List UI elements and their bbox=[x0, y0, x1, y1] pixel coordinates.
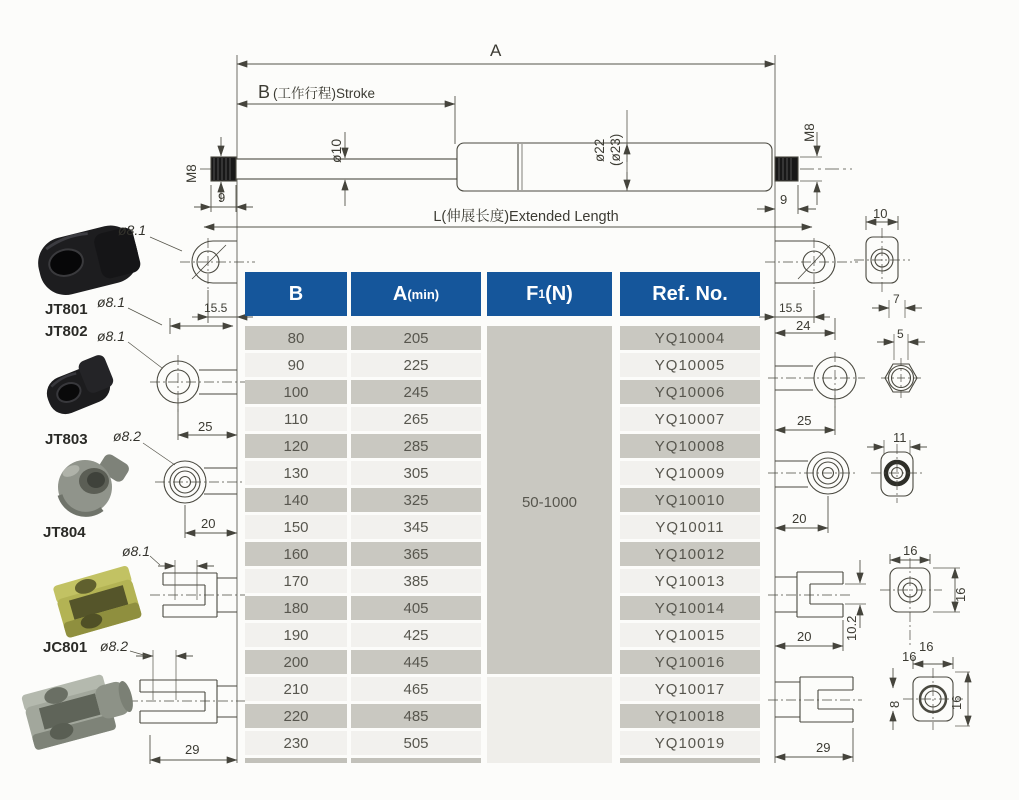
col-header-b: B bbox=[245, 272, 347, 316]
cell-ref-no: YQ10007 bbox=[620, 407, 760, 431]
cell-b: 220 bbox=[245, 704, 347, 728]
cell-b: 140 bbox=[245, 488, 347, 512]
len-29-right: 29 bbox=[816, 740, 831, 755]
cell-a-min: 445 bbox=[351, 650, 481, 674]
table-row bbox=[245, 434, 760, 458]
cell-b: 200 bbox=[245, 650, 347, 674]
len-25-left: 25 bbox=[198, 419, 213, 434]
jt803-label: JT803 bbox=[45, 431, 88, 448]
len-20-left: 20 bbox=[201, 516, 216, 531]
nut-5-label: 5 bbox=[897, 327, 904, 341]
tube-dia-alt-label: (ø23) bbox=[608, 133, 623, 166]
table-row bbox=[245, 488, 760, 512]
table-row bbox=[245, 380, 760, 404]
len-24-right: 24 bbox=[796, 318, 811, 333]
tube-dia-label: ø22 bbox=[592, 138, 607, 162]
cell-a-min: 245 bbox=[351, 380, 481, 404]
spec-table bbox=[245, 272, 760, 763]
table-row bbox=[245, 542, 760, 566]
jc801-dia-label: ø8.2 bbox=[100, 638, 129, 654]
right-fitting-dimensions bbox=[775, 216, 970, 762]
nine-right-label: 9 bbox=[780, 192, 788, 207]
jc801-label: JC801 bbox=[43, 639, 88, 656]
cell-a-min: 325 bbox=[351, 488, 481, 512]
sq2-16-b: 16 bbox=[902, 649, 917, 664]
sq1-16-top: 16 bbox=[903, 543, 918, 558]
jt802-label: JT802 bbox=[45, 323, 88, 340]
clevis-dia-label: ø8.1 bbox=[122, 543, 151, 559]
dia-eyelet-top: ø8.1 bbox=[118, 222, 147, 238]
fitting-photos bbox=[21, 220, 147, 751]
table-row bbox=[245, 461, 760, 485]
jt801-dia-label: ø8.1 bbox=[97, 294, 126, 310]
cell-b: 180 bbox=[245, 596, 347, 620]
cell-ref-no: YQ10013 bbox=[620, 569, 760, 593]
jt804-photo bbox=[58, 452, 131, 514]
extended-length-label: L(伸展长度)Extended Length bbox=[433, 209, 619, 225]
sq2-16-side: 16 bbox=[949, 695, 964, 710]
cell-ref-no: YQ10006 bbox=[620, 380, 760, 404]
cell-b: 90 bbox=[245, 353, 347, 377]
blk-11-label: 11 bbox=[893, 430, 907, 445]
cell-ref-no: YQ10005 bbox=[620, 353, 760, 377]
table-row bbox=[245, 569, 760, 593]
cell-ref-no: YQ10018 bbox=[620, 704, 760, 728]
partial-row bbox=[245, 758, 347, 763]
cell-a-min: 385 bbox=[351, 569, 481, 593]
m8-left-label: M8 bbox=[184, 164, 199, 183]
piston-rod-shape bbox=[236, 159, 457, 179]
cell-a-min: 305 bbox=[351, 461, 481, 485]
clevis-20-right: 20 bbox=[797, 629, 812, 644]
slot-102-label: 10.2 bbox=[844, 615, 859, 641]
cell-a-min: 405 bbox=[351, 596, 481, 620]
cell-a-min: 365 bbox=[351, 542, 481, 566]
offset-155-left: 15.5 bbox=[204, 301, 228, 315]
table-row bbox=[245, 650, 760, 674]
cell-b: 230 bbox=[245, 731, 347, 755]
table-row bbox=[245, 326, 760, 350]
cell-b: 150 bbox=[245, 515, 347, 539]
jt803-dia-label: ø8.2 bbox=[113, 428, 142, 444]
cell-ref-no: YQ10012 bbox=[620, 542, 760, 566]
rod-dia-label: ø10 bbox=[328, 138, 344, 163]
cell-a-min: 425 bbox=[351, 623, 481, 647]
jc801-photo-2 bbox=[21, 668, 139, 751]
table-row bbox=[245, 353, 760, 377]
dim-a-label: A bbox=[490, 41, 502, 60]
cell-b: 190 bbox=[245, 623, 347, 647]
cell-ref-no: YQ10008 bbox=[620, 434, 760, 458]
nine-left-label: 9 bbox=[218, 190, 226, 205]
cell-ref-no: YQ10016 bbox=[620, 650, 760, 674]
cell-ref-no: YQ10011 bbox=[620, 515, 760, 539]
table-row bbox=[245, 596, 760, 620]
cell-b: 210 bbox=[245, 677, 347, 701]
cell-b: 80 bbox=[245, 326, 347, 350]
len-20-right: 20 bbox=[792, 511, 807, 526]
cell-ref-no: YQ10017 bbox=[620, 677, 760, 701]
left-fitting-drawings bbox=[128, 355, 245, 723]
left-fitting-dimensions bbox=[128, 237, 237, 764]
cell-ref-no: YQ10009 bbox=[620, 461, 760, 485]
sq2-16-a: 16 bbox=[919, 639, 934, 654]
jt804-label: JT804 bbox=[43, 524, 86, 541]
cell-b: 160 bbox=[245, 542, 347, 566]
cell-ref-no: YQ10015 bbox=[620, 623, 760, 647]
cell-a-min: 225 bbox=[351, 353, 481, 377]
cell-ref-no: YQ10010 bbox=[620, 488, 760, 512]
cell-ref-no: YQ10014 bbox=[620, 596, 760, 620]
jc801-photo bbox=[52, 565, 142, 638]
dim-b-label: B (工作行程)Stroke bbox=[258, 82, 376, 102]
cell-b: 130 bbox=[245, 461, 347, 485]
table-row bbox=[245, 407, 760, 431]
cell-ref-no: YQ10019 bbox=[620, 731, 760, 755]
cell-b: 170 bbox=[245, 569, 347, 593]
cell-a-min: 285 bbox=[351, 434, 481, 458]
len-29-left: 29 bbox=[185, 742, 200, 757]
jt801-label: JT801 bbox=[45, 301, 88, 318]
clevis2-8-label: 8 bbox=[887, 700, 902, 708]
cell-b: 110 bbox=[245, 407, 347, 431]
cell-a-min: 265 bbox=[351, 407, 481, 431]
table-row bbox=[245, 515, 760, 539]
nut-7-label: 7 bbox=[893, 292, 900, 306]
partial-row bbox=[351, 758, 481, 763]
blk-10-label: 10 bbox=[873, 206, 888, 221]
col-header-a-min: A (min) bbox=[351, 272, 481, 316]
cell-a-min: 485 bbox=[351, 704, 481, 728]
col-header-f1n: F 1 (N) bbox=[487, 272, 612, 316]
cell-a-min: 345 bbox=[351, 515, 481, 539]
cell-a-min: 205 bbox=[351, 326, 481, 350]
table-row bbox=[245, 677, 760, 701]
col-header-ref-no: Ref. No. bbox=[620, 272, 760, 316]
len-25-right: 25 bbox=[797, 413, 812, 428]
m8-right-label: M8 bbox=[802, 123, 817, 142]
force-range-value: 50-1000 bbox=[521, 494, 578, 511]
table-row bbox=[245, 731, 760, 755]
cell-b: 100 bbox=[245, 380, 347, 404]
jt802-dia-label: ø8.1 bbox=[97, 328, 126, 344]
sq1-16-side: 16 bbox=[953, 587, 968, 602]
cell-b: 120 bbox=[245, 434, 347, 458]
table-row bbox=[245, 623, 760, 647]
thread-left-shape bbox=[211, 157, 236, 181]
cell-a-min: 505 bbox=[351, 731, 481, 755]
cell-a-min: 465 bbox=[351, 677, 481, 701]
cell-ref-no: YQ10004 bbox=[620, 326, 760, 350]
jt803-photo bbox=[39, 353, 119, 419]
table-row bbox=[245, 704, 760, 728]
offset-155-right: 15.5 bbox=[779, 301, 803, 315]
partial-row bbox=[620, 758, 760, 763]
